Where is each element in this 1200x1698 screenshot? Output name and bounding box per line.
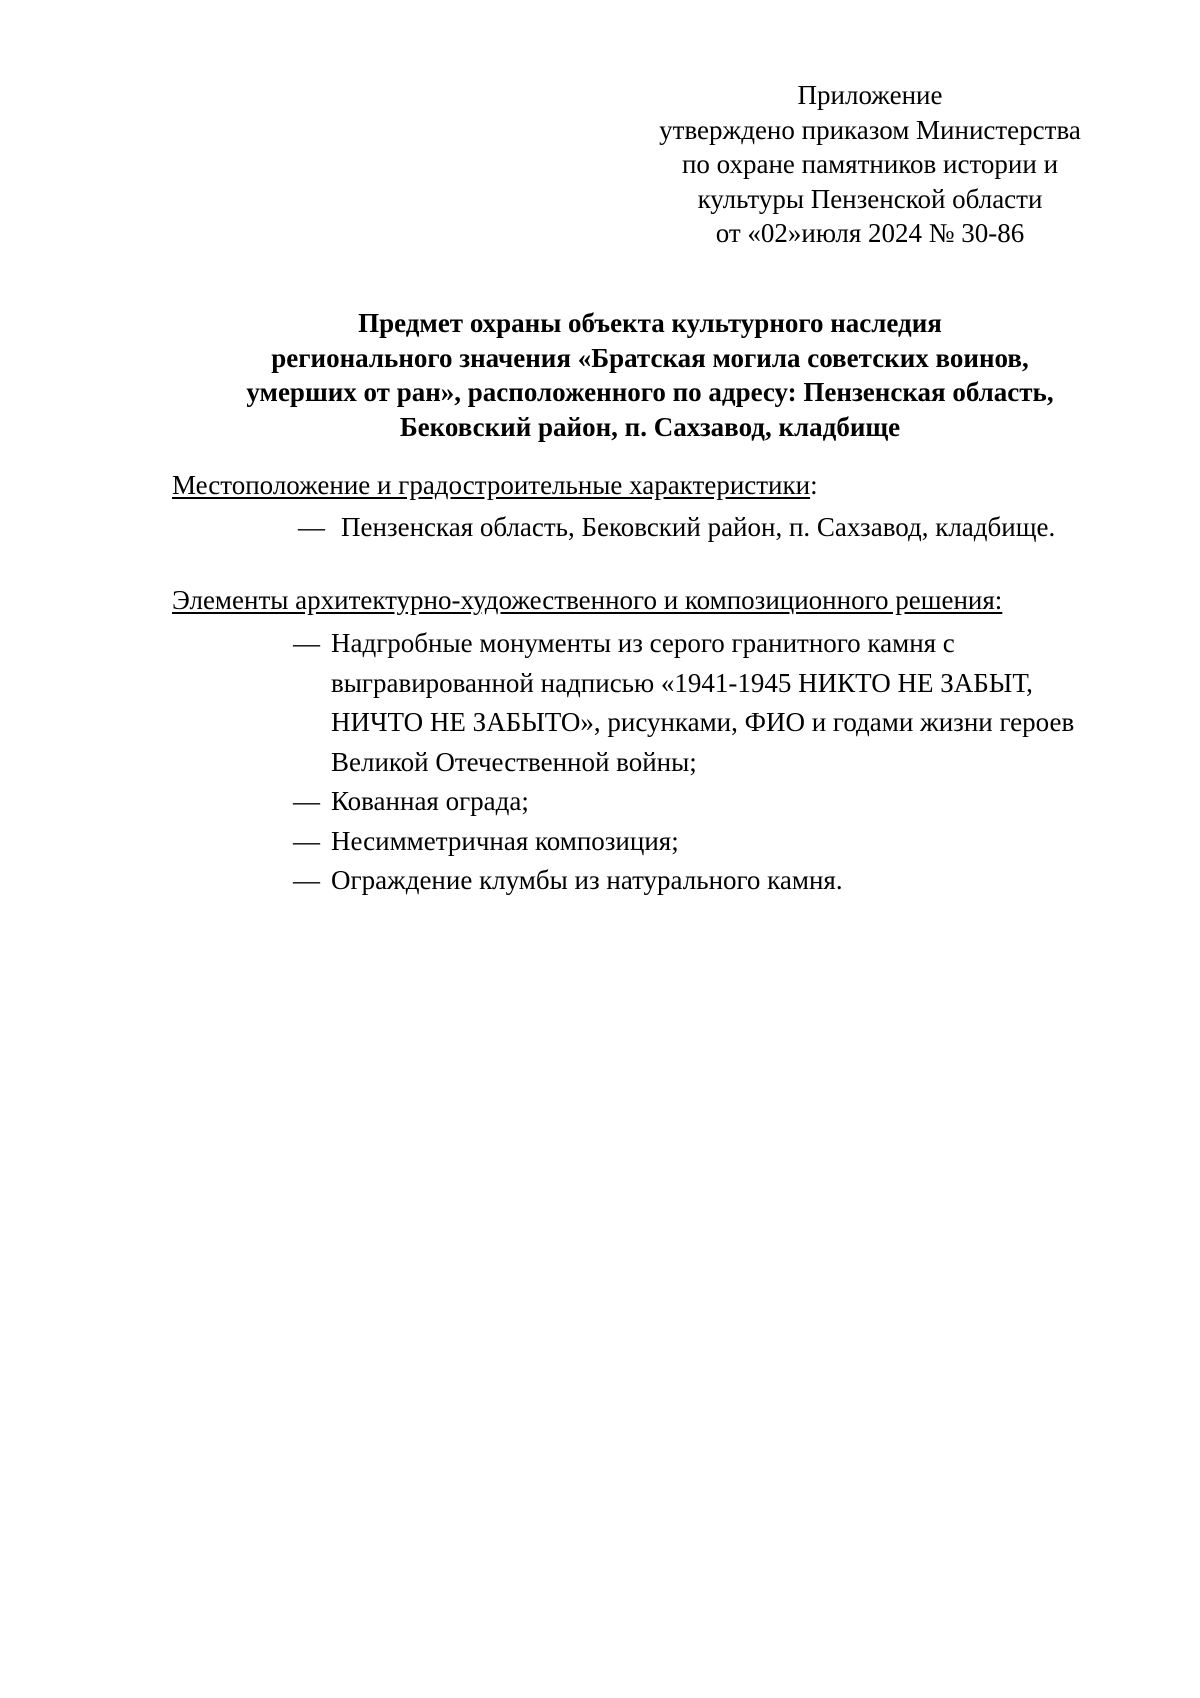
appendix-line: культуры Пензенской области xyxy=(697,183,1043,214)
title-line: Бековский район, п. Сахзавод, кладбище xyxy=(399,411,901,442)
dash-bullet: — xyxy=(298,512,325,542)
document-title xyxy=(170,306,1130,444)
location-item-text: Пензенская область, Бековский район, п. Сахзавод, кладбище. xyxy=(341,512,1056,542)
location-item xyxy=(298,510,1055,544)
elements-list xyxy=(293,624,1123,901)
list-item xyxy=(293,822,1123,862)
title-line: Предмет охраны объекта культурного наследия xyxy=(358,308,942,338)
list-item xyxy=(293,782,1123,822)
elements-section-heading: Элементы архитектурно-художественного и композиционного решения: xyxy=(172,585,1003,615)
appendix-approval-block xyxy=(640,78,1100,251)
dash-bullet: — xyxy=(293,628,320,658)
dash-bullet: — xyxy=(293,825,320,856)
dash-bullet: — xyxy=(293,786,320,816)
list-item xyxy=(293,861,1123,901)
appendix-line: по охране памятников истории и xyxy=(681,149,1059,179)
dash-bullet: — xyxy=(293,865,320,895)
location-heading-text: Местоположение и градостроительные характеристики xyxy=(172,470,811,500)
title-line: регионального значения «Братская могила советских воинов, xyxy=(271,342,1029,373)
list-item-text: Несимметричная композиция; xyxy=(331,825,679,856)
appendix-line: утверждено приказом Министерства xyxy=(659,114,1081,145)
list-item xyxy=(293,624,1123,782)
location-section-heading xyxy=(172,468,818,502)
list-item-text: Ограждение клумбы из натурального камня. xyxy=(331,865,843,895)
appendix-line: от «02»июля 2024 № 30-86 xyxy=(715,218,1025,248)
list-item-text: Кованная ограда; xyxy=(331,786,529,816)
list-item-text: Надгробные монументы из серого гранитного камня с выгравированной надписью «1941-1945 НИКТО НЕ ЗАБЫТ, НИЧТО НЕ ЗАБЫТО», рисунками, ФИО и годами жизни героев Великой Отечественной войны; xyxy=(331,628,1075,777)
appendix-line: Приложение xyxy=(797,80,943,110)
title-line: умерших от ран», расположенного по адресу: Пензенская область, xyxy=(246,377,1054,407)
location-heading-colon: : xyxy=(810,470,818,500)
